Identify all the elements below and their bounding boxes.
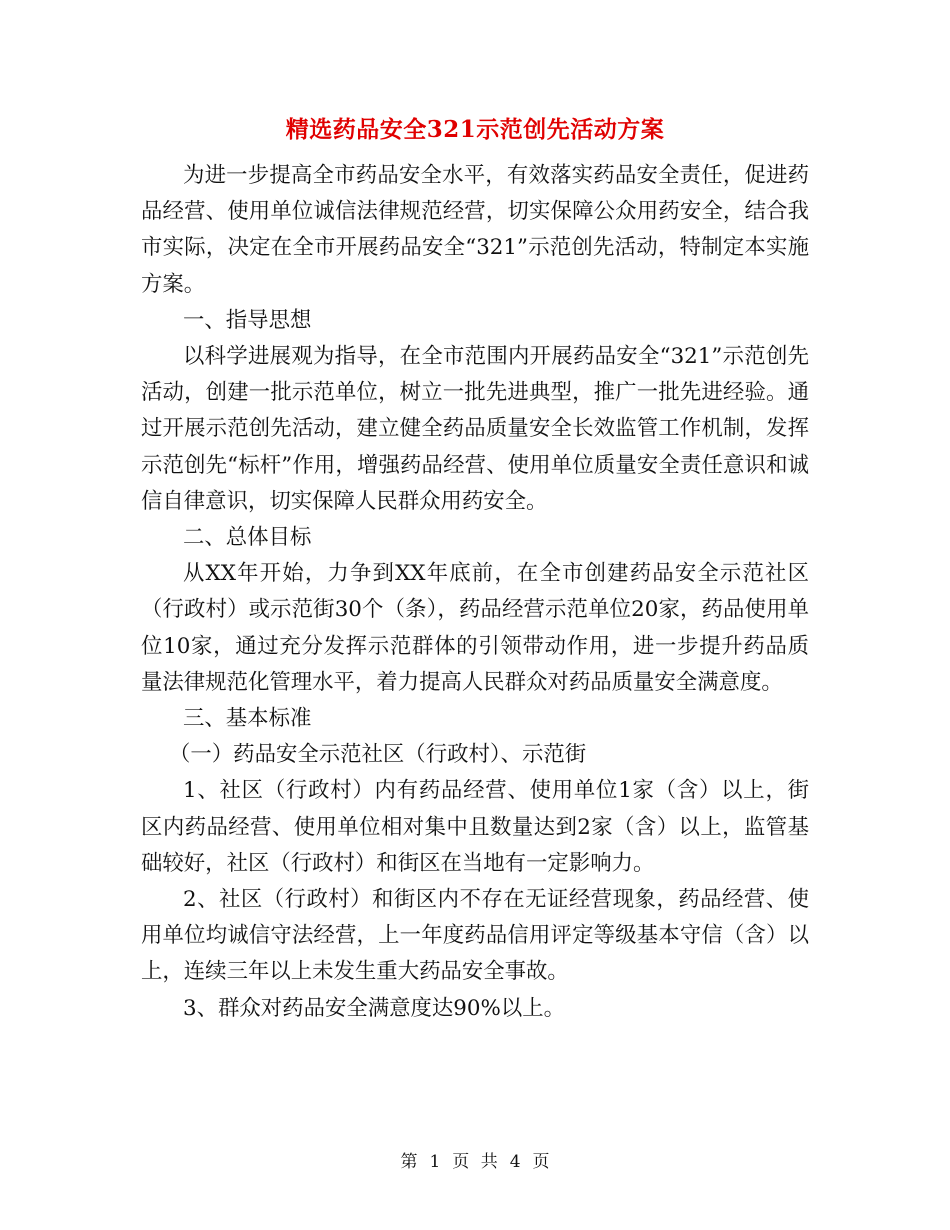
document-title: 精选药品安全321示范创先活动方案 — [285, 116, 665, 143]
footer-prefix: 第 — [400, 1152, 418, 1172]
paragraph: （一）药品安全示范社区（行政村）、示范街 — [169, 742, 587, 768]
paragraph: 从XX年开始，力争到XX年底前，在全市创建药品安全示范社区（行政村）或示范街30个（条），药品经营示范单位20家，药品使用单位10家，通过充分发挥示范群体的引领带动作用，进一步提升药品质量法律规范化管理水平，着力提高人民群众对药品质量安全满意度。 — [141, 561, 809, 695]
paragraph: 3、群众对药品安全满意度达90%以上。 — [183, 995, 566, 1021]
paragraph: 以科学进展观为指导，在全市范围内开展药品安全“321”示范创先活动，创建一批示范单位，树立一批先进典型，推广一批先进经验。通过开展示范创先活动，建立健全药品质量安全长效监管工作机制，发挥示范创先“标杆”作用，增强药品经营、使用单位质量安全责任意识和诚信自律意识，切实保障人民群众用药安全。 — [141, 344, 809, 514]
paragraph: 三、基本标准 — [183, 706, 312, 732]
document-body — [141, 158, 809, 1027]
paragraph: 一、指导思想 — [183, 307, 312, 333]
paragraph: 2、社区（行政村）和街区内不存在无证经营现象，药品经营、使用单位均诚信守法经营，上一年度药品信用评定等级基本守信（含）以上，连续三年以上未发生重大药品安全事故。 — [141, 887, 809, 985]
footer-total-pages: 4 — [509, 1152, 521, 1172]
footer-suffix: 页 — [532, 1152, 550, 1172]
paragraph: 二、总体目标 — [183, 525, 312, 551]
footer-middle: 页 共 — [452, 1152, 498, 1172]
footer-page-number: 1 — [429, 1152, 441, 1172]
page-footer — [0, 1150, 950, 1174]
paragraph: 为进一步提高全市药品安全水平，有效落实药品安全责任，促进药品经营、使用单位诚信法律规范经营，切实保障公众用药安全，结合我市实际，决定在全市开展药品安全“321”示范创先活动，特制定本实施方案。 — [141, 163, 809, 297]
paragraph: 1、社区（行政村）内有药品经营、使用单位1家（含）以上，街区内药品经营、使用单位相对集中且数量达到2家（含）以上，监管基础较好，社区（行政村）和街区在当地有一定影响力。 — [141, 778, 809, 876]
